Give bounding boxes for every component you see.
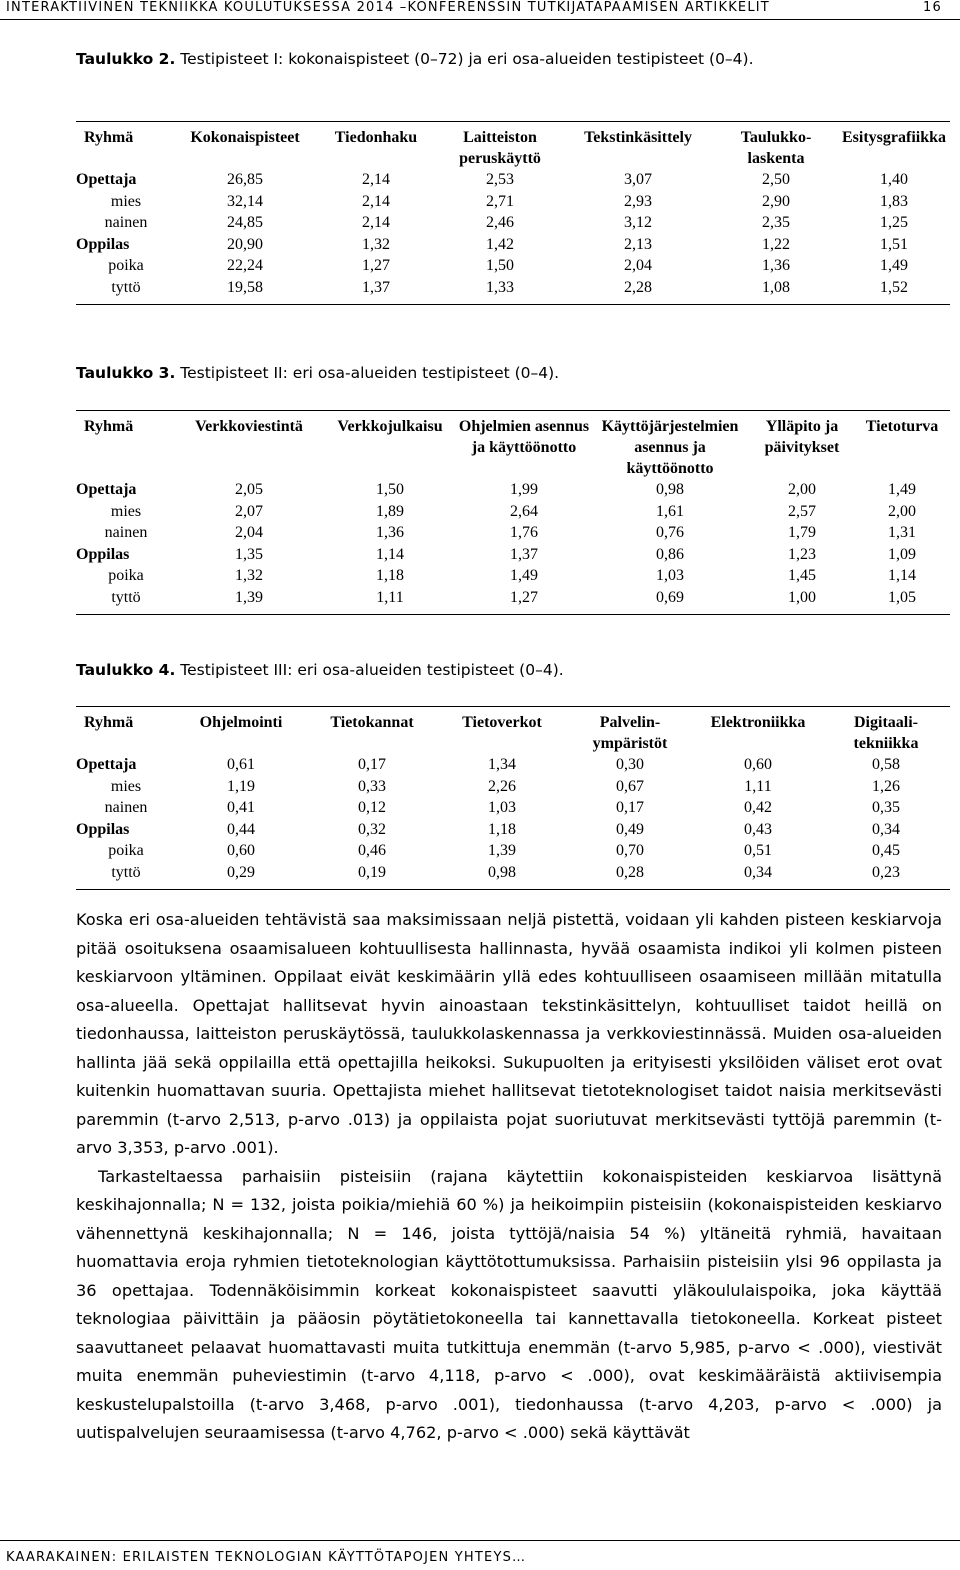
table-cell: 1,37 [510, 545, 538, 563]
table-cell: 1,36 [376, 524, 404, 541]
table-cell: 0,44 [227, 820, 255, 838]
header-title: INTERAKTIIVINEN TEKNIIKKA KOULUTUKSESSA 2014 –KONFERENSSIN TUTKIJATAPAAMISEN ARTIKKELIT [6, 0, 770, 15]
paragraph-1: Koska eri osa-alueiden tehtävistä saa maksimissaan neljä pistettä, voidaan yli kahden pisteen keskiarvoja pitää osoituksena osaamisalueen kohtuullisesta hallinnasta, hyvää osaamista indikoi yli kolmen pisteen keskiarvoon yltäminen. Oppilaat eivät keskimäärin yllä edes kohtuulliseen osaamiseen millään mitatulla osa-alueella. Opettajat hallitsevat hyvin ainoastaan tekstinkäsittelyn, kohtuulliset taidot heillä on tiedonhaussa, laitteiston peruskäytössä, taulukkolaskennassa ja verkkoviestinnässä. Muiden osa-alueiden hallinta jää sekä oppilailla että opettajilla heikoksi. Sukupuolten ja erityisesti yksilöiden väliset erot ovat kuitenkin huomattavan suuria. Opettajista miehet hallitsevat tietoteknologiset taidot naisia merkitsevästi paremmin (t-arvo 2,513, p-arvo .013) ja oppilaista pojat suoriutuvat merkitsevästi tyttöjä paremmin (t-arvo 3,353, p-arvo .001). [76, 910, 942, 1157]
table-cell: 0,49 [616, 820, 644, 838]
table-cell: 1,83 [880, 192, 908, 210]
table-cell: 0,30 [616, 756, 644, 773]
row-label: Oppilas [76, 545, 130, 563]
table-cell: 3,12 [624, 214, 652, 231]
table-cell: 0,86 [656, 545, 684, 563]
table3 [76, 410, 950, 615]
table-cell: 2,00 [788, 481, 816, 498]
table-cell: 2,46 [486, 214, 514, 231]
table-cell: 1,31 [888, 524, 916, 541]
row-label: Opettaja [76, 171, 137, 188]
table-cell: 0,34 [872, 820, 900, 838]
table2-header-row [76, 122, 950, 170]
table2-header-cell: Taulukko-laskenta [740, 129, 812, 167]
table-cell: 2,35 [762, 214, 790, 231]
table-row [76, 862, 950, 890]
table3-header-row [76, 411, 950, 480]
table-cell: 0,34 [744, 863, 772, 881]
table4-header-cell: Elektroniikka [710, 714, 806, 731]
table-cell: 1,36 [762, 257, 790, 274]
row-label: Oppilas [76, 235, 130, 253]
table-cell: 0,70 [616, 842, 644, 859]
table-row [76, 277, 950, 305]
table3-header-cell: Käyttöjärjestelmien asennus ja käyttöönotto [601, 418, 739, 477]
table-cell: 1,34 [488, 756, 516, 773]
table-cell: 2,00 [888, 502, 916, 520]
table2-header-cell: Laitteiston peruskäyttö [459, 129, 541, 167]
table-row [76, 479, 950, 501]
table-cell: 2,50 [762, 171, 790, 188]
table-cell: 1,52 [880, 278, 908, 296]
page-number: 16 [923, 0, 942, 15]
table-cell: 0,43 [744, 820, 772, 838]
table-cell: 1,08 [762, 278, 790, 296]
table-cell: 1,14 [888, 567, 916, 584]
table4-header-cell: Digitaali-tekniikka [853, 714, 919, 752]
table-cell: 1,26 [872, 777, 900, 795]
table-cell: 0,17 [616, 799, 644, 816]
row-label: poika [108, 257, 144, 274]
table3-header-cell: Tietoturva [865, 418, 939, 435]
table-cell: 2,26 [488, 777, 516, 795]
table-cell: 0,33 [358, 777, 386, 795]
table-cell: 1,25 [880, 214, 908, 231]
table-cell: 2,14 [362, 192, 390, 210]
table-cell: 0,98 [656, 481, 684, 498]
row-label: mies [110, 777, 142, 795]
table-cell: 0,51 [744, 842, 772, 859]
row-label: tyttö [111, 588, 141, 606]
table3-header-cell: Verkkoviestintä [195, 418, 303, 435]
row-label: mies [110, 192, 142, 210]
table4-header-cell: Ryhmä [84, 714, 134, 731]
table-row [76, 522, 950, 544]
table4-title: Testipisteet III: eri osa-alueiden testipisteet (0–4). [180, 661, 564, 679]
table-cell: 1,32 [362, 235, 390, 253]
table-cell: 1,50 [486, 257, 514, 274]
table-cell: 2,57 [788, 502, 816, 520]
table-row [76, 565, 950, 587]
table2-caption [76, 50, 754, 68]
table-cell: 1,39 [235, 588, 263, 606]
table-cell: 1,19 [227, 777, 255, 795]
row-label: Oppilas [76, 820, 130, 838]
table-cell: 1,40 [880, 171, 908, 188]
table-row [76, 776, 950, 798]
table-cell: 0,76 [656, 524, 684, 541]
table-cell: 32,14 [227, 192, 263, 210]
table-cell: 1,14 [376, 545, 404, 563]
row-label: Opettaja [76, 481, 137, 498]
table-cell: 2,90 [762, 192, 790, 210]
row-label: nainen [104, 799, 148, 816]
table-cell: 0,67 [616, 777, 644, 795]
table-cell: 1,51 [880, 235, 908, 253]
table-cell: 0,60 [227, 842, 255, 859]
row-label: poika [108, 842, 144, 859]
table-cell: 2,05 [235, 481, 263, 498]
table-cell: 1,37 [362, 278, 390, 296]
table-cell: 0,23 [872, 863, 900, 881]
table2-header-cell: Tiedonhaku [334, 129, 418, 146]
table-cell: 1,22 [762, 235, 790, 253]
table-row [76, 819, 950, 841]
table-cell: 2,64 [510, 502, 538, 520]
table2-header-cell: Esitysgrafiikka [841, 129, 946, 146]
table-cell: 1,89 [376, 502, 404, 520]
table3-caption [76, 364, 559, 382]
table-cell: 19,58 [227, 278, 263, 296]
header-divider [0, 19, 960, 20]
table-row [76, 840, 950, 862]
table-row [76, 544, 950, 566]
table-cell: 1,61 [656, 502, 684, 520]
table4-header-cell: Tietokannat [330, 714, 414, 731]
table-cell: 0,45 [872, 842, 900, 859]
table-row [76, 587, 950, 615]
table-row [76, 255, 950, 277]
table4-header-cell: Palvelin-ympäristöt [592, 714, 668, 752]
body-text [76, 906, 942, 1448]
table-cell: 0,60 [744, 756, 772, 773]
table-row [76, 754, 950, 776]
table-row [76, 212, 950, 234]
table3-header-cell: Ohjelmien asennus ja käyttöönotto [458, 418, 590, 456]
paragraph-2: Tarkasteltaessa parhaisiin pisteisiin (rajana käytettiin kokonaispisteiden keskiarvoa lisättynä keskihajonnalla; N = 132, joista poikia/miehiä 60 %) ja heikoimpiin pisteisiin (kokonaispisteiden keskiarvo vähennettynä keskihajonnalla; N = 146, joista tyttöjä/naisia 54 %) yltäneitä ryhmiä, havaitaan huomattavia eroja ryhmien tietoteknologian käyttötottumuksissa. Parhaisiin pisteisiin ylsi 96 oppilasta ja 36 opettajaa. Todennäköisimmin korkeat kokonaispisteet saavutti yläkoululaispoika, joka käyttää teknologiaa päivittäin ja pääosin pöytätietokoneella tai kannettavalla tietokoneella. Korkeat pisteet saavuttaneet pelaavat huomattavasti muita tutkittuja enemmän (t-arvo 5,985, p-arvo < .000), viestivät muita enemmän puheviestimin (t-arvo 4,118, p-arvo < .000), ovat keskimääräistä aktiivisempia keskustelupalstoilla (t-arvo 3,468, p-arvo .001), tiedonhaussa (t-arvo 4,203, p-arvo < .000) ja uutispalvelujen seuraamisessa (t-arvo 4,762, p-arvo < .000) sekä käyttävät [76, 1166, 942, 1442]
table3-label: Taulukko 3. [76, 364, 176, 382]
table-cell: 0,58 [872, 756, 900, 773]
table-row [76, 501, 950, 523]
table4-caption [76, 661, 564, 679]
table-cell: 3,07 [624, 171, 652, 188]
table-cell: 1,42 [486, 235, 514, 253]
row-label: Opettaja [76, 756, 137, 773]
table2-title: Testipisteet I: kokonaispisteet (0–72) ja eri osa-alueiden testipisteet (0–4). [180, 50, 754, 68]
table-cell: 0,46 [358, 842, 386, 859]
table-cell: 1,09 [888, 545, 916, 563]
footer-divider [0, 1540, 960, 1541]
page-footer [0, 1540, 960, 1570]
row-label: tyttö [111, 278, 141, 296]
table-cell: 2,93 [624, 192, 652, 210]
table-cell: 1,50 [376, 481, 404, 498]
table-cell: 0,32 [358, 820, 386, 838]
table2-header-cell: Tekstinkäsittely [584, 129, 692, 146]
table2-header-cell: Ryhmä [84, 129, 134, 146]
table-cell: 1,49 [888, 481, 916, 498]
table-cell: 2,53 [486, 171, 514, 188]
row-label: nainen [104, 524, 148, 541]
table-cell: 1,79 [788, 524, 816, 541]
table-cell: 1,18 [376, 567, 404, 584]
table2 [76, 121, 950, 305]
table-cell: 1,11 [376, 588, 404, 606]
table-row [76, 191, 950, 213]
table-cell: 1,03 [488, 799, 516, 816]
table-cell: 0,42 [744, 799, 772, 816]
table4-header-cell: Tietoverkot [462, 714, 542, 731]
table-cell: 1,05 [888, 588, 916, 606]
table-cell: 1,49 [510, 567, 538, 584]
table-cell: 0,61 [227, 756, 255, 773]
table-cell: 0,35 [872, 799, 900, 816]
table4-label: Taulukko 4. [76, 661, 176, 679]
table-row [76, 234, 950, 256]
table-row [76, 797, 950, 819]
table-cell: 1,11 [744, 777, 772, 795]
table-cell: 24,85 [227, 214, 263, 231]
table-cell: 1,32 [235, 567, 263, 584]
table-cell: 20,90 [227, 235, 263, 253]
table-cell: 2,14 [362, 171, 390, 188]
row-label: poika [108, 567, 144, 584]
table-cell: 0,28 [616, 863, 644, 881]
table-cell: 2,07 [235, 502, 263, 520]
table2-label: Taulukko 2. [76, 50, 176, 68]
table-cell: 2,14 [362, 214, 390, 231]
footer-title: KAARAKAINEN: ERILAISTEN TEKNOLOGIAN KÄYTTÖTAPOJEN YHTEYS… [6, 1550, 527, 1565]
table-cell: 0,41 [227, 799, 255, 816]
table-cell: 1,35 [235, 545, 263, 563]
table-cell: 22,24 [227, 257, 263, 274]
table4-header-row [76, 707, 950, 755]
row-label: tyttö [111, 863, 141, 881]
table-cell: 1,49 [880, 257, 908, 274]
table3-header-cell: Verkkojulkaisu [337, 418, 443, 435]
table-cell: 1,18 [488, 820, 516, 838]
table-cell: 2,71 [486, 192, 514, 210]
table-cell: 2,28 [624, 278, 652, 296]
table-cell: 1,03 [656, 567, 684, 584]
table3-header-cell: Ryhmä [84, 418, 134, 435]
table-cell: 1,39 [488, 842, 516, 859]
table3-title: Testipisteet II: eri osa-alueiden testipisteet (0–4). [180, 364, 560, 382]
table-cell: 0,98 [488, 863, 516, 881]
table-cell: 1,00 [788, 588, 816, 606]
table4-header-cell: Ohjelmointi [199, 714, 283, 731]
table-cell: 1,33 [486, 278, 514, 296]
table2-header-cell: Kokonaispisteet [190, 129, 300, 146]
table-cell: 26,85 [227, 171, 263, 188]
table-cell: 1,45 [788, 567, 816, 584]
table-cell: 1,99 [510, 481, 538, 498]
table3-header-cell: Ylläpito ja päivitykset [764, 418, 840, 456]
table-cell: 0,17 [358, 756, 386, 773]
table-cell: 1,76 [510, 524, 538, 541]
table-cell: 2,04 [624, 257, 652, 274]
table-cell: 1,23 [788, 545, 816, 563]
table-row [76, 169, 950, 191]
row-label: nainen [104, 214, 148, 231]
table-cell: 0,19 [358, 863, 386, 881]
table-cell: 2,04 [235, 524, 263, 541]
table-cell: 0,29 [227, 863, 255, 881]
table-cell: 0,12 [358, 799, 386, 816]
table-cell: 1,27 [510, 588, 538, 606]
table-cell: 0,69 [656, 588, 684, 606]
table-cell: 1,27 [362, 257, 390, 274]
page-header [0, 0, 960, 24]
table4 [76, 706, 950, 890]
table-cell: 2,13 [624, 235, 652, 253]
row-label: mies [110, 502, 142, 520]
